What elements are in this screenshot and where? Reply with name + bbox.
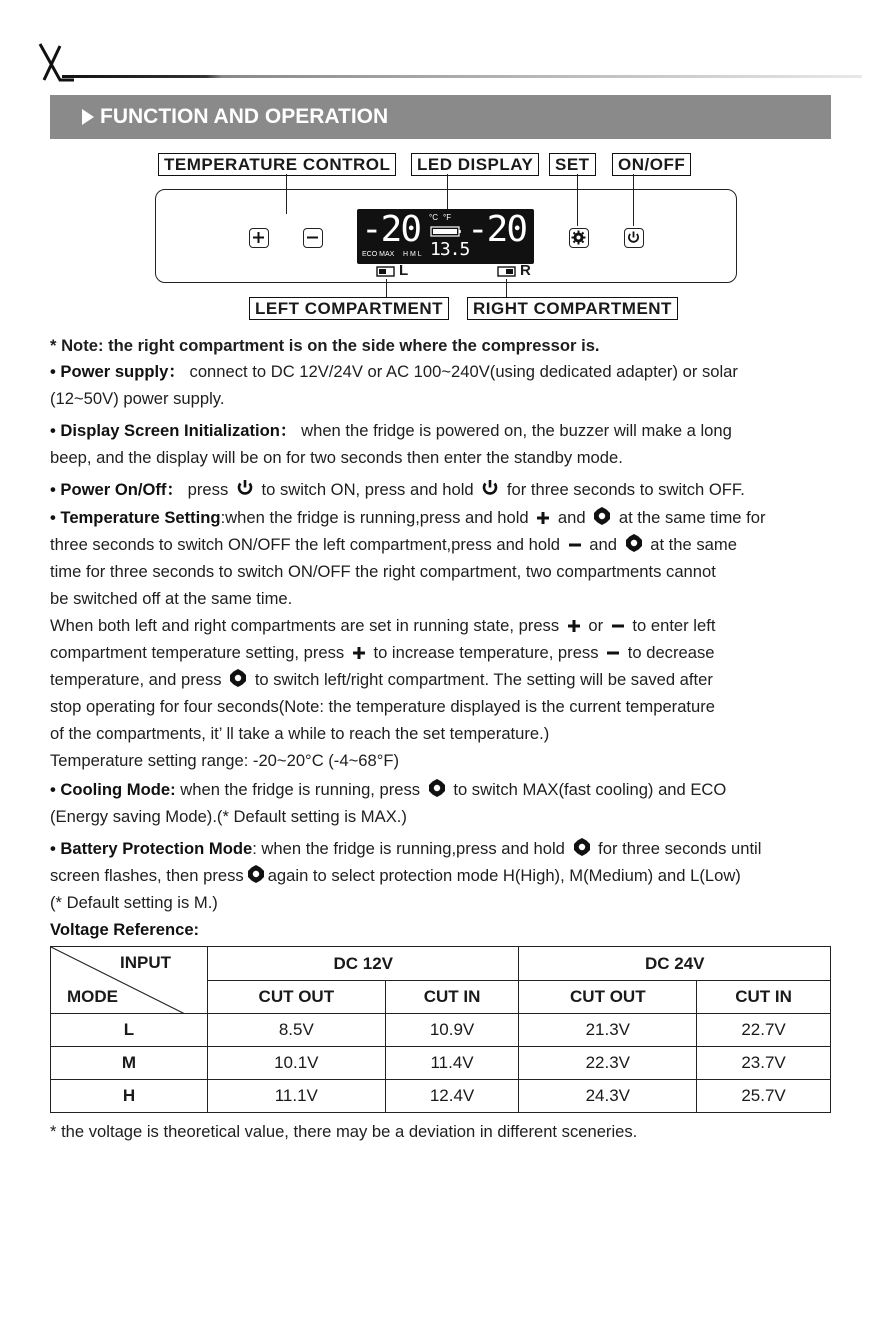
left-compartment-marker: L <box>399 262 409 279</box>
table-cell: 10.1V <box>208 1047 386 1080</box>
separator: ： <box>168 362 185 381</box>
table-cell: 22.3V <box>519 1047 697 1080</box>
text-fragment: for three seconds to switch OFF. <box>506 480 745 499</box>
temperature-range: Temperature setting range: -20~20°C (-4~68°F) <box>50 751 400 770</box>
column-header: CUT IN <box>697 981 831 1014</box>
voltage-reference-heading: Voltage Reference: <box>50 920 200 939</box>
gear-icon <box>228 668 248 688</box>
battery-protection-label: • Battery Protection Mode <box>50 839 253 858</box>
gear-icon <box>427 778 447 798</box>
text-fragment: screen flashes, then press <box>50 866 244 885</box>
group-header: DC 24V <box>519 947 831 981</box>
temperature-setting-paragraph <box>50 504 850 612</box>
corner-input-label: INPUT <box>120 953 171 972</box>
plus-icon <box>566 618 582 634</box>
table-cell: 11.1V <box>208 1080 386 1113</box>
table-corner-cell <box>51 947 208 1014</box>
text-fragment: to switch ON, press and hold <box>261 480 474 499</box>
separator: ： <box>279 421 297 440</box>
column-header: CUT OUT <box>519 981 697 1014</box>
led-display <box>357 209 534 264</box>
group-header: DC 12V <box>208 947 519 981</box>
corner-mode-label: MODE <box>67 987 118 1006</box>
text-fragment: and <box>557 508 586 527</box>
power-icon <box>480 478 500 498</box>
set-button <box>569 228 589 248</box>
column-header: CUT OUT <box>208 981 386 1014</box>
initialization-body-cont: beep, and the display will be on for two seconds then enter the standby mode. <box>50 448 623 467</box>
lcd-unit-c: °C <box>429 213 438 222</box>
label-left-compartment: LEFT COMPARTMENT <box>249 297 449 320</box>
label-set: SET <box>549 153 596 176</box>
table-header-row <box>51 947 831 981</box>
note-text: * Note: the right compartment is on the side where the compressor is. <box>50 336 600 355</box>
label-right-compartment: RIGHT COMPARTMENT <box>467 297 678 320</box>
header-rule <box>62 74 862 80</box>
voltage-table <box>50 946 831 1113</box>
left-compartment-icon <box>376 266 396 278</box>
power-icon <box>625 229 642 246</box>
text-fragment: and <box>589 535 617 554</box>
text-fragment: three seconds to switch ON/OFF the left compartment,press and hold <box>50 535 561 554</box>
text-fragment: at the same <box>650 535 737 554</box>
plus-icon <box>535 510 551 526</box>
text-fragment: or <box>588 616 604 635</box>
section-title-bar <box>50 95 831 139</box>
power-onoff-paragraph <box>50 476 850 503</box>
both-compartments-paragraph <box>50 612 850 774</box>
table-cell: 8.5V <box>208 1014 386 1047</box>
table-cell: 10.9V <box>385 1014 519 1047</box>
lcd-center-value: 13.5 <box>430 239 470 260</box>
text-fragment: compartment temperature setting, press <box>50 643 345 662</box>
text-fragment: stop operating for four seconds(Note: the temperature displayed is the current temperature <box>50 697 716 716</box>
text-fragment: When both left and right compartments are set in running state, press <box>50 616 560 635</box>
minus-icon <box>567 537 583 553</box>
initialization-label: • Display Screen Initialization <box>50 421 280 440</box>
lcd-right-temperature: -20 <box>467 209 527 250</box>
minus-button <box>303 228 323 248</box>
label-on-off: ON/OFF <box>612 153 691 176</box>
text-fragment: temperature, and press <box>50 670 222 689</box>
text-fragment: : when the fridge is running,press and hold <box>252 839 565 858</box>
text-fragment: of the compartments, it’ ll take a while to reach the set temperature.) <box>50 724 550 743</box>
text-fragment: (* Default setting is M.) <box>50 893 218 912</box>
table-row <box>51 1047 831 1080</box>
lcd-modes: ECO MAX <box>362 251 395 258</box>
power-button <box>624 228 644 248</box>
power-onoff-label: • Power On/Off <box>50 480 167 499</box>
table-row <box>51 1080 831 1113</box>
lcd-levels: H M L <box>403 251 422 258</box>
text-fragment: when the fridge is running, press <box>180 780 421 799</box>
cooling-mode-label: • Cooling Mode <box>50 780 171 799</box>
gear-icon <box>572 837 592 857</box>
text-fragment: to switch MAX(fast cooling) and ECO <box>453 780 727 799</box>
table-row <box>51 1014 831 1047</box>
text-fragment: to decrease <box>627 643 715 662</box>
gear-icon <box>570 229 587 246</box>
text-fragment: to increase temperature, press <box>373 643 599 662</box>
label-temperature-control: TEMPERATURE CONTROL <box>158 153 396 176</box>
text-fragment: to enter left <box>632 616 716 635</box>
power-supply-paragraph <box>50 358 850 412</box>
section-title: FUNCTION AND OPERATION <box>100 105 389 128</box>
text-fragment: press <box>187 480 229 499</box>
text-fragment: again to select protection mode H(High), M(Medium) and L(Low) <box>267 866 741 885</box>
power-supply-body: connect to DC 12V/24V or AC 100~240V(using dedicated adapter) or solar <box>189 362 738 381</box>
power-icon <box>235 478 255 498</box>
power-supply-label: • Power supply <box>50 362 169 381</box>
table-cell: 11.4V <box>385 1047 519 1080</box>
text-fragment: be switched off at the same time. <box>50 589 293 608</box>
triangle-icon <box>82 109 94 125</box>
minus-icon <box>605 645 621 661</box>
table-cell: 21.3V <box>519 1014 697 1047</box>
battery-protection-paragraph <box>50 835 850 943</box>
lcd-unit-f: °F <box>443 213 452 222</box>
label-led-display: LED DISPLAY <box>411 153 539 176</box>
text-fragment: (Energy saving Mode).(* Default setting is MAX.) <box>50 807 407 826</box>
gear-icon <box>592 506 612 526</box>
right-compartment-marker: R <box>520 262 531 279</box>
temperature-setting-label: • Temperature Setting <box>50 508 221 527</box>
text-fragment: to switch left/right compartment. The setting will be saved after <box>254 670 713 689</box>
row-mode: H <box>51 1080 208 1113</box>
table-cell: 23.7V <box>697 1047 831 1080</box>
table-cell: 22.7V <box>697 1014 831 1047</box>
plus-icon <box>250 229 267 246</box>
power-supply-body-cont: (12~50V) power supply. <box>50 389 225 408</box>
initialization-body: when the fridge is powered on, the buzzer will make a long <box>301 421 732 440</box>
separator: : <box>170 780 176 799</box>
lcd-left-temperature: -20 <box>361 209 421 250</box>
table-cell: 24.3V <box>519 1080 697 1113</box>
initialization-paragraph <box>50 417 850 471</box>
leader-line <box>506 279 507 297</box>
footnote: * the voltage is theoretical value, there may be a deviation in different sceneries. <box>50 1122 638 1141</box>
text-fragment: at the same time for <box>618 508 766 527</box>
minus-icon <box>304 229 321 246</box>
minus-icon <box>610 618 626 634</box>
cooling-mode-paragraph <box>50 776 850 830</box>
plus-button <box>249 228 269 248</box>
text-fragment: for three seconds until <box>598 839 762 858</box>
text-fragment: :when the fridge is running,press and hold <box>220 508 529 527</box>
table-cell: 25.7V <box>697 1080 831 1113</box>
text-fragment: time for three seconds to switch ON/OFF the right compartment, two compartments cannot <box>50 562 716 581</box>
row-mode: L <box>51 1014 208 1047</box>
right-compartment-icon <box>497 266 517 278</box>
gear-icon <box>246 864 266 884</box>
gear-icon <box>624 533 644 553</box>
separator: ： <box>166 480 184 499</box>
column-header: CUT IN <box>385 981 519 1014</box>
table-cell: 12.4V <box>385 1080 519 1113</box>
leader-line <box>386 279 387 297</box>
plus-icon <box>351 645 367 661</box>
row-mode: M <box>51 1047 208 1080</box>
